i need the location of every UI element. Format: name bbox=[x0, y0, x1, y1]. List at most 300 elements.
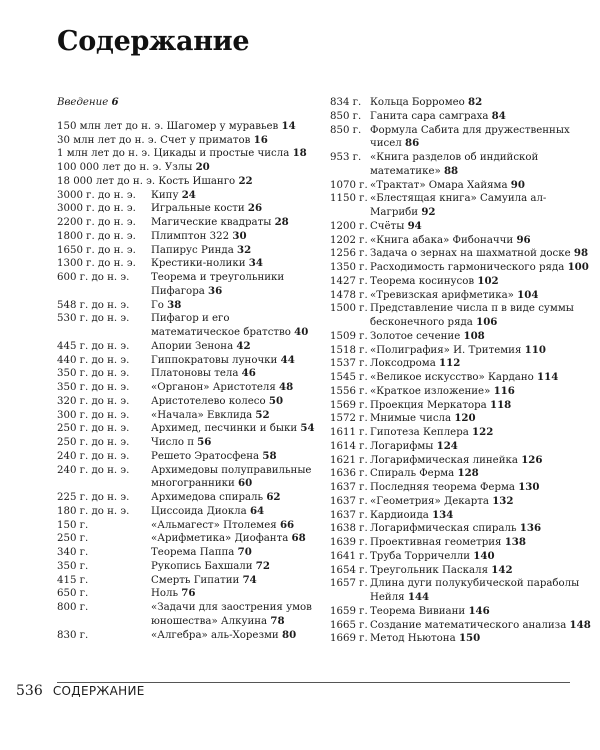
entry-date: 340 г. bbox=[57, 547, 89, 558]
toc-entry bbox=[330, 481, 592, 495]
entry-title-wrap bbox=[57, 147, 319, 161]
entry-title-wrap bbox=[370, 179, 592, 193]
entry-title: Плимптон 322 bbox=[151, 230, 230, 242]
entry-title-wrap bbox=[151, 587, 319, 601]
entry-date: 1509 г. bbox=[330, 330, 368, 342]
toc-entry bbox=[57, 629, 319, 643]
entry-date: 1537 г. bbox=[330, 358, 368, 370]
entry-title-wrap bbox=[151, 574, 319, 588]
entry-title-wrap bbox=[151, 505, 319, 519]
entry-page: 118 bbox=[489, 398, 512, 411]
entry-title: Теорема косинусов bbox=[370, 275, 475, 287]
entry-title: Задача о зернах на шахматной доске bbox=[370, 248, 571, 260]
entry-title: «Блестящая книга» Самуила ал-Магриби bbox=[370, 193, 547, 218]
entry-title: Крестики-нолики bbox=[151, 258, 246, 270]
entry-date: 440 г. до н. э. bbox=[57, 354, 130, 366]
entry-page: 116 bbox=[493, 384, 515, 397]
entry-title: Теорема и треугольники Пифагора bbox=[151, 272, 285, 297]
entry-title-wrap bbox=[370, 302, 592, 330]
toc-entry bbox=[57, 120, 319, 134]
entry-title-wrap bbox=[151, 629, 319, 643]
entry-title: Золотое сечение bbox=[370, 330, 461, 342]
entry-page: 44 bbox=[280, 353, 295, 366]
entry-title: «Арифметика» Диофанта bbox=[151, 533, 289, 545]
toc-entry bbox=[330, 619, 592, 633]
toc-entry bbox=[57, 257, 319, 271]
entry-title-wrap bbox=[151, 381, 319, 395]
entry-title: Гиппократовы луночки bbox=[151, 354, 278, 366]
toc-entry bbox=[57, 147, 319, 161]
toc-entry bbox=[330, 412, 592, 426]
toc-entry bbox=[330, 110, 592, 124]
entry-page: 68 bbox=[291, 532, 306, 545]
entry-page: 42 bbox=[236, 339, 251, 352]
entry-page: 140 bbox=[473, 549, 495, 562]
entry-title-wrap bbox=[151, 257, 319, 271]
entry-title: Папирус Ринда bbox=[151, 244, 234, 256]
entry-title: Архимедовы полуправильные многогранники bbox=[151, 464, 312, 490]
entry-page: 54 bbox=[300, 422, 315, 435]
entry-page: 120 bbox=[454, 412, 476, 425]
toc-entry bbox=[330, 220, 592, 234]
entry-title: Пифагор и его математическое братство bbox=[151, 313, 291, 338]
entry-date: 1639 г. bbox=[330, 537, 368, 548]
entry-date: 600 г. до н. э. bbox=[57, 272, 130, 283]
toc-entry bbox=[330, 124, 592, 152]
entry-date: 834 г. bbox=[330, 97, 362, 108]
entry-page: 48 bbox=[279, 381, 294, 393]
toc-entry bbox=[57, 491, 319, 505]
toc-entry bbox=[57, 161, 319, 175]
toc-entry bbox=[330, 247, 592, 261]
entry-page: 56 bbox=[197, 436, 212, 448]
entry-page: 26 bbox=[247, 202, 263, 215]
entry-title-wrap bbox=[151, 546, 319, 560]
toc-entry bbox=[57, 175, 319, 189]
entry-title: Логарифмическая линейка bbox=[370, 454, 518, 466]
entry-title-wrap bbox=[370, 440, 592, 454]
entry-page: 20 bbox=[195, 161, 210, 173]
entry-title-wrap bbox=[151, 230, 319, 244]
toc-entry bbox=[57, 464, 319, 492]
entry-page: 50 bbox=[268, 394, 284, 407]
entry-title: Длина дуги полукубической параболы Нейля bbox=[370, 578, 580, 603]
entry-title-wrap bbox=[57, 161, 319, 175]
entry-page: 70 bbox=[237, 546, 252, 558]
entry-title: Игральные кости bbox=[151, 203, 245, 215]
toc-entry bbox=[330, 495, 592, 509]
entry-title-wrap bbox=[370, 481, 592, 495]
toc-entry bbox=[57, 409, 319, 423]
entry-date: 300 г. до н. э. bbox=[57, 409, 130, 421]
entry-date: 1657 г. bbox=[330, 578, 368, 590]
entry-page: 62 bbox=[266, 491, 281, 503]
toc-right-column bbox=[330, 96, 592, 646]
entry-title-wrap bbox=[151, 560, 319, 574]
entry-page: 32 bbox=[237, 243, 252, 256]
entry-title-wrap bbox=[151, 202, 319, 216]
toc-entry bbox=[330, 399, 592, 413]
entry-date: 1202 г. bbox=[330, 234, 368, 246]
entry-date: 548 г. до н. э. bbox=[57, 299, 130, 311]
entry-page: 124 bbox=[436, 439, 458, 452]
entry-title-wrap bbox=[370, 605, 592, 619]
entry-date: 1427 г. bbox=[330, 275, 368, 287]
entry-title: Кардиоида bbox=[370, 509, 429, 521]
entry-title: «Органон» Аристотеля bbox=[151, 382, 276, 393]
entry-title-wrap bbox=[370, 289, 592, 303]
toc-left-list bbox=[57, 120, 319, 643]
entry-page: 112 bbox=[439, 357, 461, 370]
toc-entry bbox=[57, 395, 319, 409]
entry-title: Апории Зенона bbox=[151, 340, 234, 352]
entry-title-wrap bbox=[370, 495, 592, 509]
toc-entry bbox=[57, 367, 319, 381]
toc-entry bbox=[57, 299, 319, 313]
entry-title: Теорема Вивиани bbox=[370, 605, 466, 617]
entry-page: 82 bbox=[468, 96, 483, 108]
entry-title-wrap bbox=[370, 96, 592, 110]
entry-date: 1637 г. bbox=[330, 509, 368, 521]
entry-title: Рукопись Бахшали bbox=[151, 560, 253, 572]
entry-date: 150 г. bbox=[57, 519, 89, 531]
entry-title: Го bbox=[151, 299, 164, 311]
toc-entry bbox=[330, 550, 592, 564]
entry-page: 86 bbox=[404, 137, 420, 150]
entry-title: «Полиграфия» И. Тритемия bbox=[370, 344, 522, 356]
entry-title: «Трактат» Омара Хайяма bbox=[370, 179, 508, 191]
entry-title-wrap bbox=[57, 175, 319, 189]
entry-title-wrap bbox=[370, 234, 592, 248]
entry-page: 74 bbox=[242, 573, 257, 586]
entry-date: 1572 г. bbox=[330, 413, 368, 425]
entry-date: 1669 г. bbox=[330, 633, 368, 645]
entry-date: 250 г. до н. э. bbox=[57, 437, 130, 448]
entry-title-wrap bbox=[370, 577, 592, 605]
entry-title: Метод Ньютона bbox=[370, 633, 456, 645]
entry-date: 1659 г. bbox=[330, 605, 368, 617]
toc-entry bbox=[330, 344, 592, 358]
entry-title: Ганита сара самграха bbox=[370, 110, 489, 122]
entry-date: 350 г. до н. э. bbox=[57, 368, 130, 380]
entry-page: 104 bbox=[517, 288, 539, 301]
toc-entry bbox=[330, 96, 592, 110]
entry-title-wrap bbox=[151, 244, 319, 258]
entry-title-wrap bbox=[370, 399, 592, 413]
toc-entry bbox=[57, 354, 319, 368]
entry-title: Логарифмическая спираль bbox=[370, 523, 517, 535]
entry-title-wrap bbox=[57, 120, 319, 134]
entry-title: Расходимость гармонического ряда bbox=[370, 262, 565, 273]
entry-title: «Книга разделов об индийской математике» bbox=[370, 152, 539, 177]
entry-date: 850 г. bbox=[330, 124, 362, 136]
entry-page: 150 bbox=[458, 632, 481, 645]
toc-entry bbox=[330, 330, 592, 344]
entry-page: 80 bbox=[281, 628, 297, 641]
entry-page: 30 bbox=[232, 229, 247, 242]
entry-date: 1614 г. bbox=[330, 440, 368, 452]
entry-date: 1478 г. bbox=[330, 289, 368, 301]
entry-date: 1200 г. bbox=[330, 220, 368, 232]
entry-page: 78 bbox=[270, 614, 285, 627]
toc-entry bbox=[57, 340, 319, 354]
entry-title-wrap bbox=[370, 261, 592, 275]
entry-title: Ноль bbox=[151, 588, 179, 600]
entry-page: 146 bbox=[468, 604, 490, 617]
toc-left-column bbox=[57, 96, 319, 642]
footer-label: СОДЕРЖАНИЕ bbox=[52, 684, 145, 698]
entry-title: «Алгебра» аль-Хорезми bbox=[151, 629, 279, 641]
toc-entry bbox=[330, 151, 592, 179]
entry-title: Логарифмы bbox=[370, 440, 434, 452]
entry-title: Решето Эратосфена bbox=[151, 450, 260, 462]
entry-page: 130 bbox=[518, 481, 540, 493]
entry-title: «Альмагест» Птолемея bbox=[151, 519, 277, 531]
entry-title: «Геометрия» Декарта bbox=[370, 495, 489, 507]
entry-date: 2200 г. до н. э. bbox=[57, 217, 136, 228]
entry-title-wrap bbox=[370, 467, 592, 481]
entry-title-wrap bbox=[370, 110, 592, 124]
entry-page: 106 bbox=[476, 316, 498, 328]
entry-title: «Краткое изложение» bbox=[370, 385, 491, 397]
entry-date: 250 г. bbox=[57, 533, 89, 545]
entry-title-wrap bbox=[151, 464, 319, 492]
entry-title: Последняя теорема Ферма bbox=[370, 482, 515, 493]
entry-title: «Тревизская арифметика» bbox=[370, 289, 514, 301]
entry-page: 128 bbox=[457, 467, 479, 480]
entry-date: 650 г. bbox=[57, 588, 89, 600]
toc-entry bbox=[57, 601, 319, 629]
entry-page: 92 bbox=[421, 206, 436, 218]
toc-entry bbox=[330, 467, 592, 481]
toc-entry bbox=[330, 564, 592, 578]
toc-entry bbox=[57, 436, 319, 450]
entry-title-wrap bbox=[370, 632, 592, 646]
entry-title-wrap bbox=[151, 532, 319, 546]
page-footer bbox=[16, 683, 145, 699]
entry-title-wrap bbox=[370, 371, 592, 385]
toc-entry bbox=[57, 560, 319, 574]
page-title: Содержание bbox=[57, 26, 250, 57]
entry-date: 1654 г. bbox=[330, 564, 368, 576]
toc-entry bbox=[330, 192, 592, 220]
toc-entry bbox=[330, 454, 592, 468]
entry-date: 1637 г. bbox=[330, 482, 368, 493]
entry-title: Проективная геометрия bbox=[370, 537, 502, 548]
entry-page: 90 bbox=[510, 178, 525, 191]
entry-date: 1650 г. до н. э. bbox=[57, 244, 136, 256]
entry-date: 850 г. bbox=[330, 110, 362, 122]
entry-page: 110 bbox=[524, 343, 546, 356]
entry-date: 1556 г. bbox=[330, 385, 368, 397]
entry-page: 148 bbox=[569, 618, 591, 631]
entry-page: 132 bbox=[492, 494, 514, 507]
entry-date: 1350 г. bbox=[330, 262, 368, 273]
toc-entry bbox=[57, 230, 319, 244]
toc-entry bbox=[330, 536, 592, 550]
entry-date: 240 г. до н. э. bbox=[57, 450, 130, 462]
entry-title: Гипотеза Кеплера bbox=[370, 427, 469, 438]
toc-entry bbox=[57, 546, 319, 560]
toc-entry bbox=[57, 312, 319, 340]
entry-date: 445 г. до н. э. bbox=[57, 340, 130, 352]
entry-title: Спираль Ферма bbox=[370, 468, 455, 480]
entry-page: 58 bbox=[262, 449, 277, 462]
entry-title: Проекция Меркатора bbox=[370, 399, 487, 411]
entry-title-wrap bbox=[370, 247, 592, 261]
entry-title: Платоновы тела bbox=[151, 368, 239, 380]
entry-page: 16 bbox=[253, 133, 268, 146]
toc-entry bbox=[330, 605, 592, 619]
entry-page: 114 bbox=[537, 371, 559, 383]
entry-page: 34 bbox=[248, 257, 263, 270]
toc-entry bbox=[57, 271, 319, 299]
entry-title-wrap bbox=[370, 509, 592, 523]
entry-date: 1611 г. bbox=[330, 427, 368, 438]
toc-entry bbox=[57, 216, 319, 230]
entry-title-wrap bbox=[370, 330, 592, 344]
entry-title-wrap bbox=[151, 450, 319, 464]
entry-page: 108 bbox=[463, 329, 485, 342]
toc-entry bbox=[57, 532, 319, 546]
entry-title-wrap bbox=[370, 192, 592, 220]
entry-title: Создание математического анализа bbox=[370, 619, 567, 631]
entry-title-wrap bbox=[370, 564, 592, 578]
entry-page: 60 bbox=[238, 477, 253, 490]
entry-title: Треугольник Паскаля bbox=[370, 564, 489, 576]
entry-page: 76 bbox=[181, 587, 196, 600]
toc-entry bbox=[57, 450, 319, 464]
intro-page: 6 bbox=[111, 96, 119, 108]
footer-page-number: 536 bbox=[16, 683, 43, 699]
entry-date: 3000 г. до н. э. bbox=[57, 189, 136, 201]
entry-page: 66 bbox=[279, 518, 295, 531]
entry-title: Локсодрома bbox=[370, 358, 436, 370]
entry-date: 350 г. bbox=[57, 560, 89, 572]
entry-title: Архимедова спираль bbox=[151, 492, 264, 503]
entry-date: 1665 г. bbox=[330, 619, 368, 631]
entry-title-wrap bbox=[151, 216, 319, 230]
entry-title: Магические квадраты bbox=[151, 217, 272, 228]
entry-page: 96 bbox=[516, 233, 531, 246]
entry-date: 1800 г. до н. э. bbox=[57, 230, 136, 242]
entry-title-wrap bbox=[151, 299, 319, 313]
entry-page: 64 bbox=[249, 504, 265, 517]
entry-title-wrap bbox=[151, 491, 319, 505]
entry-page: 84 bbox=[491, 109, 506, 122]
entry-date: 953 г. bbox=[330, 152, 362, 163]
entry-title-wrap bbox=[370, 412, 592, 426]
entry-title: «Задачи для заострения умов юношества» Алкуина bbox=[151, 602, 312, 627]
entry-page: 144 bbox=[407, 591, 430, 603]
entry-page: 126 bbox=[521, 453, 543, 466]
entry-date: 1150 г. bbox=[330, 193, 368, 205]
entry-page: 142 bbox=[491, 563, 513, 576]
entry-date: 250 г. до н. э. bbox=[57, 423, 130, 435]
entry-title-wrap bbox=[151, 354, 319, 368]
entry-title-wrap bbox=[370, 454, 592, 468]
toc-entry bbox=[57, 381, 319, 395]
entry-title-wrap bbox=[57, 134, 319, 148]
entry-title: 150 млн лет до н. э. Шагомер у муравьев bbox=[57, 120, 279, 132]
entry-title: Счёты bbox=[370, 220, 405, 232]
entry-title: Циссоида Диокла bbox=[151, 505, 247, 517]
entry-date: 530 г. до н. э. bbox=[57, 313, 130, 325]
toc-entry bbox=[330, 179, 592, 193]
entry-date: 1636 г. bbox=[330, 468, 368, 480]
entry-title: Аристотелево колесо bbox=[151, 395, 266, 407]
entry-page: 46 bbox=[241, 367, 256, 380]
toc-entry bbox=[330, 509, 592, 523]
entry-date: 320 г. до н. э. bbox=[57, 395, 130, 407]
entry-title: Архимед, песчинки и быки bbox=[151, 423, 298, 435]
entry-title-wrap bbox=[151, 367, 319, 381]
entry-title-wrap bbox=[370, 357, 592, 371]
entry-date: 1518 г. bbox=[330, 344, 368, 356]
entry-title-wrap bbox=[370, 536, 592, 550]
entry-page: 36 bbox=[208, 284, 223, 297]
entry-date: 1569 г. bbox=[330, 399, 368, 411]
entry-page: 122 bbox=[472, 426, 494, 438]
toc-entry bbox=[330, 426, 592, 440]
entry-page: 72 bbox=[255, 559, 270, 572]
entry-date: 1641 г. bbox=[330, 550, 368, 562]
entry-title-wrap bbox=[370, 385, 592, 399]
entry-title-wrap bbox=[370, 426, 592, 440]
entry-page: 22 bbox=[238, 174, 253, 187]
entry-title: Мнимые числа bbox=[370, 413, 452, 425]
toc-entry bbox=[57, 505, 319, 519]
toc-entry bbox=[57, 422, 319, 436]
entry-title: Представление числа π в виде суммы бесконечного ряда bbox=[370, 303, 574, 328]
entry-title: Кольца Борромео bbox=[370, 97, 465, 108]
entry-title-wrap bbox=[151, 409, 319, 423]
entry-date: 1621 г. bbox=[330, 454, 368, 466]
toc-entry bbox=[57, 244, 319, 258]
toc-entry bbox=[330, 261, 592, 275]
entry-page: 136 bbox=[519, 522, 542, 535]
entry-title: «Книга абака» Фибоначчи bbox=[370, 234, 514, 246]
entry-page: 134 bbox=[432, 508, 454, 521]
entry-date: 415 г. bbox=[57, 574, 89, 586]
toc-entry bbox=[57, 189, 319, 203]
entry-title-wrap bbox=[151, 436, 319, 450]
toc-entry bbox=[330, 234, 592, 248]
toc-entry bbox=[57, 574, 319, 588]
entry-page: 28 bbox=[274, 216, 289, 228]
toc-entry bbox=[330, 289, 592, 303]
toc-entry bbox=[57, 587, 319, 601]
entry-page: 14 bbox=[281, 119, 296, 132]
entry-title-wrap bbox=[370, 220, 592, 234]
entry-page: 52 bbox=[255, 408, 270, 421]
entry-page: 38 bbox=[167, 298, 182, 311]
entry-title: 100 000 лет до н. э. Узлы bbox=[57, 162, 193, 173]
entry-title-wrap bbox=[151, 340, 319, 354]
entry-page: 18 bbox=[292, 147, 307, 160]
entry-date: 1500 г. bbox=[330, 303, 368, 315]
entry-title: 30 млн лет до н. э. Счет у приматов bbox=[57, 134, 251, 146]
toc-entry bbox=[330, 357, 592, 371]
toc-entry bbox=[57, 519, 319, 533]
entry-page: 138 bbox=[504, 536, 526, 548]
entry-title-wrap bbox=[370, 344, 592, 358]
entry-title-wrap bbox=[151, 189, 319, 203]
entry-title: 1 млн лет до н. э. Цикады и простые числа bbox=[57, 148, 290, 160]
entry-title-wrap bbox=[151, 395, 319, 409]
entry-title-wrap bbox=[370, 275, 592, 289]
entry-date: 1638 г. bbox=[330, 523, 368, 535]
